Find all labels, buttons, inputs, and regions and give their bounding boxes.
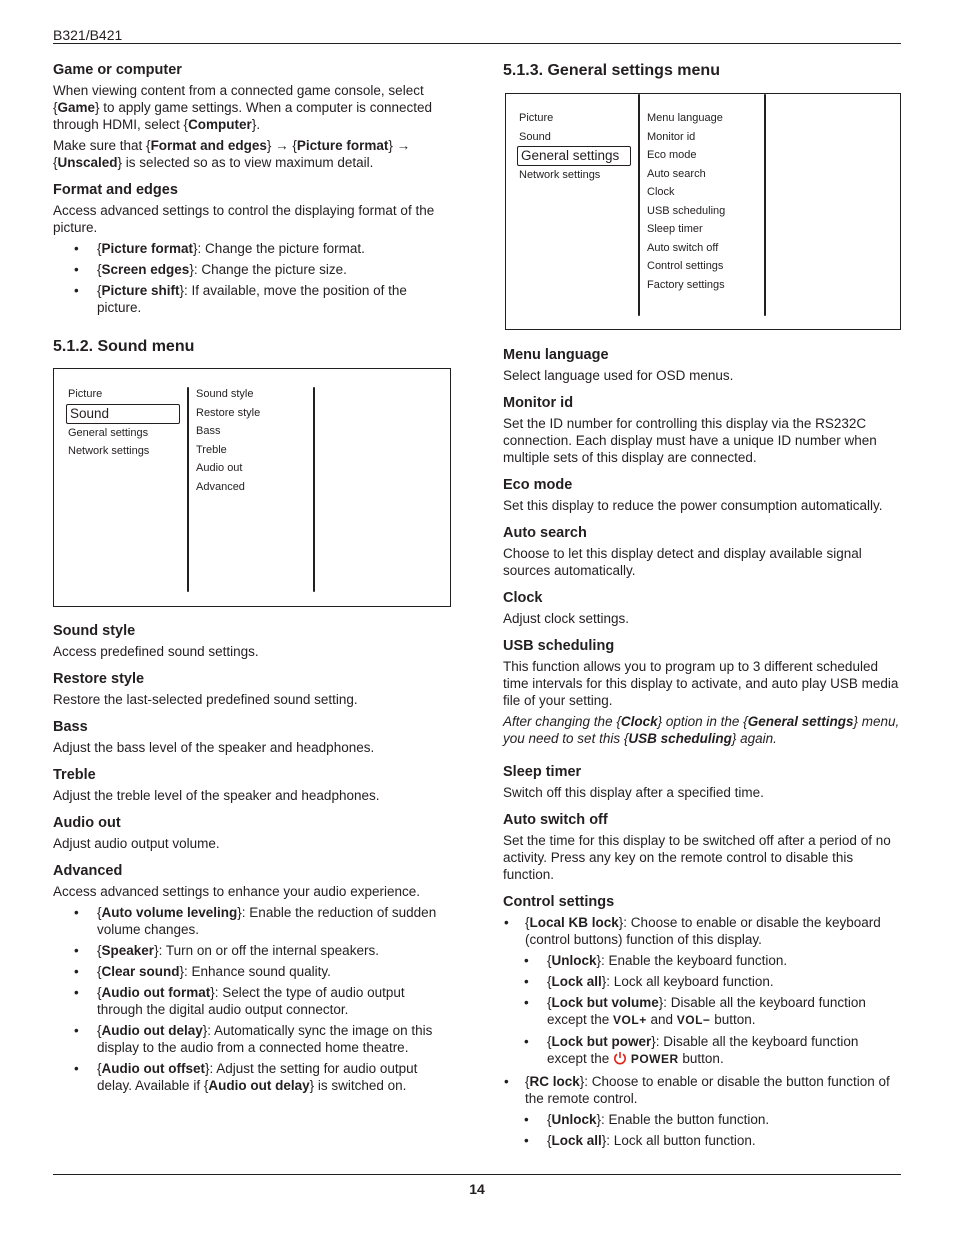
list-item: • {Picture shift}: If available, move the position of the picture. (53, 282, 453, 316)
vol-up-button-label: VOL+ (613, 1013, 647, 1027)
audio-out-text: Adjust audio output volume. (53, 836, 220, 851)
control-settings-heading: Control settings (503, 894, 615, 910)
restore-style-heading: Restore style (53, 671, 145, 687)
menu-item-general-settings-selected: General settings (517, 146, 631, 166)
list-item: • {Local KB lock}: Choose to enable or disable the keyboard (control buttons) function of this display. (503, 914, 901, 948)
advanced-text: Access advanced settings to enhance your audio experience. (53, 884, 420, 899)
menu-item-advanced: Advanced (196, 480, 245, 493)
auto-search-heading: Auto search (503, 525, 587, 541)
list-item: • {Unlock}: Enable the keyboard function. (503, 952, 901, 969)
game-or-computer-heading: Game or computer (53, 62, 182, 78)
menu-language-heading: Menu language (503, 347, 609, 363)
list-item: • {Lock but power}: Disable all the keyboard function except the POWER button. (503, 1033, 901, 1069)
sound-style-heading: Sound style (53, 623, 136, 639)
audio-out-heading: Audio out (53, 815, 121, 831)
list-item: • {Unlock}: Enable the button function. (503, 1111, 901, 1128)
menu-divider (638, 94, 640, 316)
list-item: • {Speaker}: Turn on or off the internal speakers. (53, 942, 453, 959)
menu-item-sound: Sound (519, 130, 551, 143)
sound-menu-heading: 5.1.2. Sound menu (53, 338, 195, 355)
left-column (53, 61, 453, 320)
menu-item-clock: Clock (647, 186, 675, 198)
list-item: • {Auto volume leveling}: Enable the reduction of sudden volume changes. (53, 904, 453, 938)
control-settings-list (503, 914, 901, 1149)
clock-heading: Clock (503, 590, 543, 606)
list-item: • {Picture format}: Change the picture format. (53, 240, 453, 257)
sound-menu-sub-column (196, 385, 260, 606)
menu-item-audio-out: Audio out (196, 462, 243, 474)
menu-item-picture: Picture (68, 388, 103, 400)
eco-mode-heading: Eco mode (503, 477, 573, 493)
advanced-list (53, 904, 453, 1094)
menu-item-sleep-timer: Sleep timer (647, 223, 703, 235)
footer-rule (53, 1174, 901, 1175)
menu-divider (187, 387, 189, 592)
auto-switch-off-heading: Auto switch off (503, 812, 608, 828)
menu-item-network-settings: Network settings (519, 169, 601, 181)
advanced-heading: Advanced (53, 863, 123, 879)
auto-search-text: Choose to let this display detect and display available signal sources automatically. (503, 546, 862, 578)
sleep-timer-heading: Sleep timer (503, 764, 582, 780)
eco-mode-text: Set this display to reduce the power consumption automatically. (503, 498, 883, 513)
list-item: • {Audio out format}: Select the type of audio output through the digital audio output connector. (53, 984, 453, 1018)
usb-scheduling-text: This function allows you to program up to 3 different scheduled time intervals for this display to activate, and auto play USB media file of your setting. (503, 659, 899, 708)
power-button-label: POWER (630, 1052, 679, 1066)
list-item: • {Audio out delay}: Automatically sync the image on this display to the audio from a connected home theatre. (53, 1022, 453, 1056)
list-item: • {Clear sound}: Enhance sound quality. (53, 963, 453, 980)
bass-heading: Bass (53, 719, 88, 735)
menu-item-eco-mode: Eco mode (647, 149, 697, 161)
menu-item-picture: Picture (519, 112, 554, 124)
general-menu-main-column (519, 109, 631, 329)
general-settings-menu-illustration (505, 93, 901, 330)
menu-item-network-settings: Network settings (68, 445, 150, 457)
clock-text: Adjust clock settings. (503, 611, 630, 626)
treble-text: Adjust the treble level of the speaker and headphones. (53, 788, 380, 803)
monitor-id-heading: Monitor id (503, 395, 574, 411)
list-item: • {Lock but volume}: Disable all the keyboard function except the VOL+ and VOL− button. (503, 994, 901, 1029)
sound-style-text: Access predefined sound settings. (53, 644, 259, 659)
power-icon (613, 1051, 627, 1069)
menu-item-restore-style: Restore style (196, 406, 261, 419)
general-menu-sub-column (647, 109, 725, 329)
menu-item-treble: Treble (196, 443, 227, 456)
menu-item-factory-settings: Factory settings (647, 278, 725, 291)
menu-item-auto-switch-off: Auto switch off (647, 241, 719, 254)
menu-divider (313, 387, 315, 592)
game-or-computer-text: When viewing content from a connected game console, select {Game} to apply game settings. When a computer is connected through HDMI, select {Computer}. (53, 83, 432, 132)
list-item: • {Lock all}: Lock all keyboard function. (503, 973, 901, 990)
game-or-computer-note: Make sure that {Format and edges} → {Picture format} → {Unscaled} is selected so as to view maximum detail. (53, 138, 411, 170)
bass-text: Adjust the bass level of the speaker and headphones. (53, 740, 375, 755)
sound-menu-illustration (53, 368, 451, 607)
menu-item-usb-scheduling: USB scheduling (647, 204, 726, 217)
list-item: • {RC lock}: Choose to enable or disable the button function of the remote control. (503, 1073, 901, 1107)
header-rule (53, 43, 901, 44)
sound-sections (53, 622, 453, 1098)
vol-down-button-label: VOL− (676, 1013, 711, 1027)
general-settings-menu-heading: 5.1.3. General settings menu (503, 62, 720, 79)
menu-item-menu-language: Menu language (647, 112, 723, 124)
sleep-timer-text: Switch off this display after a specified time. (503, 785, 764, 800)
auto-switch-off-text: Set the time for this display to be switched off after a period of no activity. Press any key on the remote control to disable this function. (503, 833, 891, 882)
menu-item-sound-selected: Sound (66, 404, 180, 424)
page-number: 14 (469, 1181, 485, 1197)
sound-menu-main-column (68, 385, 180, 606)
format-and-edges-list (53, 240, 453, 316)
format-and-edges-heading: Format and edges (53, 182, 178, 198)
menu-item-monitor-id: Monitor id (647, 130, 696, 143)
list-item: • {Screen edges}: Change the picture size. (53, 261, 453, 278)
menu-language-text: Select language used for OSD menus. (503, 368, 734, 383)
list-item: • {Lock all}: Lock all button function. (503, 1132, 901, 1149)
menu-divider (764, 94, 766, 316)
document-model-header: B321/B421 (53, 27, 123, 43)
usb-scheduling-heading: USB scheduling (503, 638, 615, 654)
list-item: • {Audio out offset}: Adjust the setting for audio output delay. Available if {Audio out delay} is switched on. (53, 1060, 453, 1094)
monitor-id-text: Set the ID number for controlling this display via the RS232C connection. Each display must have a unique ID number when multiple sets of this display are connected. (503, 416, 877, 465)
menu-item-sound-style: Sound style (196, 388, 254, 400)
menu-item-control-settings: Control settings (647, 260, 724, 272)
menu-item-general-settings: General settings (68, 426, 149, 439)
treble-heading: Treble (53, 767, 96, 783)
restore-style-text: Restore the last-selected predefined sound setting. (53, 692, 358, 707)
menu-item-bass: Bass (196, 425, 221, 437)
general-sections (503, 346, 901, 1153)
menu-item-auto-search: Auto search (647, 167, 706, 180)
format-and-edges-text: Access advanced settings to control the displaying format of the picture. (53, 203, 435, 235)
usb-scheduling-note: After changing the {Clock} option in the {General settings} menu, you need to set this {USB scheduling} again. (503, 714, 900, 746)
